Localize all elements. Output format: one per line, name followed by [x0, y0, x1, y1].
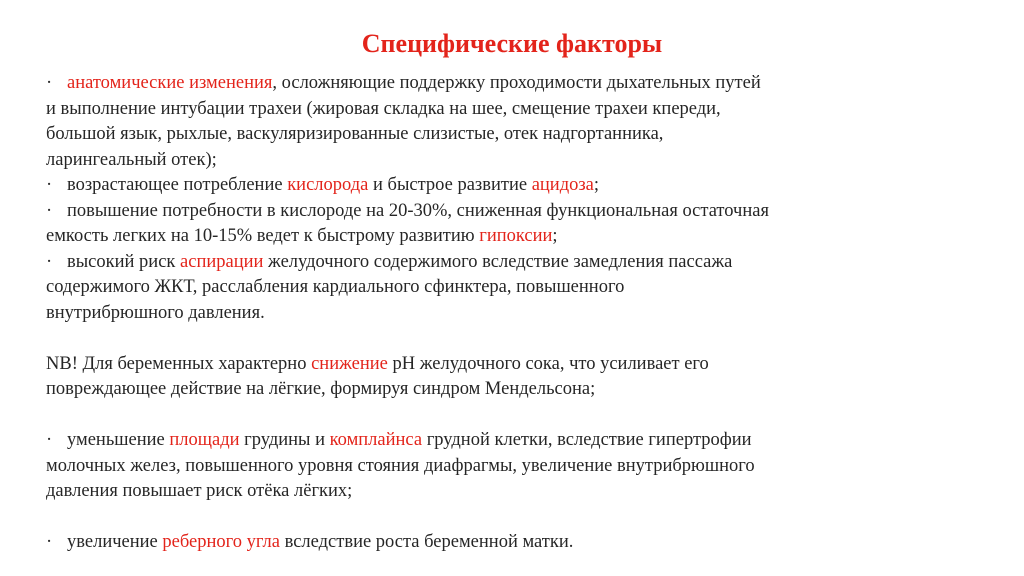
bullet-item [46, 71, 946, 173]
paragraph-spacer [46, 505, 946, 531]
text-segment: грудины и [239, 430, 330, 450]
bullet-dot: · [46, 251, 53, 272]
text-segment: ; [552, 226, 558, 246]
bullet-item [46, 250, 946, 327]
highlighted-term: гипоксии [479, 226, 553, 246]
highlighted-term: снижение [311, 353, 388, 374]
bullet-dot: · [46, 430, 53, 450]
highlighted-term: площади [169, 430, 240, 450]
text-segment: уменьшение [67, 430, 170, 450]
note-paragraph [46, 352, 946, 403]
text-segment: давления повышает риск отёка лёгких; [46, 481, 353, 501]
highlighted-term: кислорода [287, 175, 369, 195]
text-segment: емкость легких на 10-15% ведет к быстрому развитию [46, 226, 480, 246]
text-segment: ; [593, 175, 600, 195]
text-segment: большой язык, рыхлые, васкуляризированные слизистые, отек надгортанника, [46, 124, 664, 144]
text-segment: возрастающее потребление [67, 175, 288, 195]
highlighted-term: реберного угла [162, 532, 280, 552]
bullet-dot: · [46, 73, 53, 93]
text-segment: высокий риск [67, 251, 181, 272]
text-segment: содержимого ЖКТ, расслабления кардиального сфинктера, повышенного [46, 277, 625, 297]
text-segment: и выполнение интубации трахеи (жировая складка на шее, смещение трахеи кпереди, [46, 98, 721, 119]
highlighted-term: аспирации [180, 251, 264, 272]
text-segment: , осложняющие поддержку проходимости дыхательных путей [272, 73, 761, 93]
paragraph-spacer [46, 326, 946, 352]
bullet-dot: · [46, 200, 53, 221]
bullet-dot: · [46, 175, 53, 195]
text-segment: и быстрое развитие [368, 175, 532, 195]
text-segment: NB! Для беременных характерно [46, 353, 312, 374]
bullet-item [46, 428, 946, 505]
text-segment: увеличение [67, 532, 163, 552]
text-segment: повреждающее действие на лёгкие, формируя синдром Мендельсона; [46, 379, 596, 399]
highlighted-term: комплайнса [329, 430, 423, 450]
bullet-item [46, 530, 946, 556]
text-segment: ларингеальный отек); [46, 149, 217, 170]
bullet-item [46, 199, 946, 250]
text-segment: вследствие роста беременной матки. [279, 532, 574, 552]
bullet-dot: · [46, 532, 53, 552]
highlighted-term: анатомические изменения [67, 73, 273, 93]
paragraph-spacer [46, 403, 946, 429]
text-segment: внутрибрюшного давления. [46, 302, 265, 323]
slide-title: Специфические факторы [361, 29, 663, 58]
text-segment: pH желудочного сока, что усиливает его [387, 353, 709, 374]
text-segment: грудной клетки, вследствие гипертрофии [422, 430, 752, 450]
text-segment: повышение потребности в кислороде на 20-30%, сниженная функциональная остаточная [67, 200, 769, 221]
slide-body [46, 71, 946, 556]
highlighted-term: ацидоза [531, 175, 594, 195]
text-segment: желудочного содержимого вследствие замедления пассажа [263, 251, 733, 272]
text-segment: молочных желез, повышенного уровня стояния диафрагмы, увеличение внутрибрюшного [46, 455, 755, 476]
bullet-item [46, 173, 946, 199]
